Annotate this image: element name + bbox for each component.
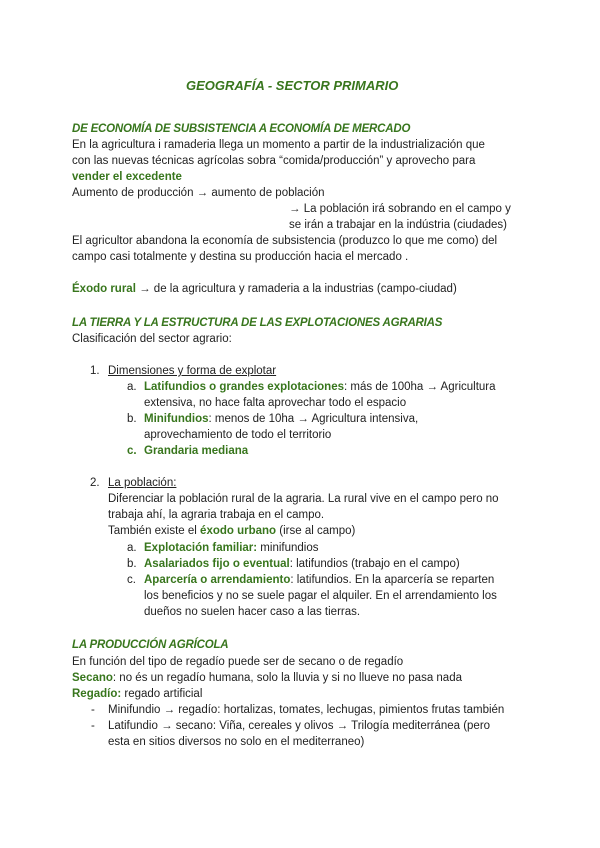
paragraph-line: trabaja ahí, la agraria trabaja en el campo. [108, 509, 325, 521]
highlight-term: Éxodo rural [72, 283, 136, 295]
paragraph-line: Diferenciar la población rural de la agraria. La rural vive en el campo pero no [108, 493, 499, 505]
list-letter: b. [127, 413, 137, 425]
paragraph-line: dueños no suelen hacer caso a las tierras. [144, 606, 361, 618]
text: (irse al campo) [276, 525, 356, 537]
paragraph-line: En la agricultura i ramaderia llega un momento a partir de la industrialización que [72, 139, 485, 151]
paragraph-line: los beneficios y no se suele pagar el alquiler. En el arrendamiento los [144, 590, 497, 602]
text: regado artificial [121, 688, 203, 700]
highlight-term: vender el excedente [72, 171, 182, 183]
list-number: 1. [90, 365, 100, 377]
text: → de la agricultura y ramaderia a la industrias (campo-ciudad) [135, 283, 457, 295]
list-item-label: La población: [108, 477, 177, 489]
paragraph-line: extensiva, no hace falta aprovechar todo el espacio [144, 397, 407, 409]
exodo-rural-line [72, 282, 457, 297]
paragraph-line [108, 524, 355, 539]
paragraph-line: En función del tipo de regadío puede ser de secano o de regadío [72, 656, 404, 668]
text: También existe el [108, 525, 201, 537]
highlight-term: Explotación familiar: [144, 542, 258, 554]
paragraph-line: Aumento de producción → aumento de población [72, 187, 325, 199]
text: : latifundios. En la aparcería se reparten [290, 574, 495, 586]
list-item: Latifundio → secano: Viña, cereales y olivos → Trilogía mediterránea (pero [108, 720, 491, 732]
list-number: 2. [90, 477, 100, 489]
list-letter: b. [127, 558, 137, 570]
paragraph-line: con las nuevas técnicas agrícolas sobra “comida/producción” y aprovecho para [72, 155, 476, 167]
section-heading-tierra: LA TIERRA Y LA ESTRUCTURA DE LAS EXPLOTACIONES AGRARIAS [72, 317, 443, 329]
page-title: GEOGRAFÍA - SECTOR PRIMARIO [186, 78, 399, 93]
list-item: Minifundio → regadío: hortalizas, tomates, lechugas, pimientos frutas también [108, 704, 505, 716]
list-item [144, 541, 318, 556]
list-letter: c. [127, 574, 136, 586]
section-heading-produccion: LA PRODUCCIÓN AGRÍCOLA [72, 639, 229, 651]
paragraph-line: → La población irá sobrando en el campo y [289, 203, 511, 215]
highlight-term: Minifundios [144, 413, 209, 425]
list-item-label: Dimensiones y forma de explotar [108, 365, 277, 377]
list-item [144, 412, 418, 427]
text: : latifundios (trabajo en el campo) [289, 558, 460, 570]
highlight-term: Latifundios o grandes explotaciones [144, 381, 345, 393]
highlight-term: éxodo urbano [200, 525, 277, 537]
paragraph-line: esta en sitios diversos no solo en el mediterraneo) [108, 736, 365, 748]
list-letter: a. [127, 381, 137, 393]
list-letter: a. [127, 542, 137, 554]
paragraph-line: aprovechamiento de todo el territorio [144, 429, 332, 441]
text: minifundios [257, 542, 319, 554]
section-heading-subsistencia: DE ECONOMÍA DE SUBSISTENCIA A ECONOMÍA DE MERCADO [72, 123, 411, 135]
text: : menos de 10ha → Agricultura intensiva, [208, 413, 419, 425]
highlight-term: Secano [72, 672, 113, 684]
text: : más de 100ha → Agricultura [344, 381, 496, 393]
highlight-term: Grandaria mediana [144, 445, 249, 457]
list-item [144, 557, 460, 572]
text: : no és un regadío humana, solo la lluvia y si no llueve no pasa nada [112, 672, 462, 684]
highlight-term: Asalariados fijo o eventual [144, 558, 290, 570]
paragraph-line: Clasificación del sector agrario: [72, 333, 232, 345]
highlight-term: Aparcería o arrendamiento [144, 574, 291, 586]
list-dash: - [91, 704, 95, 716]
list-dash: - [91, 720, 95, 732]
list-letter: c. [127, 445, 137, 457]
highlight-term: Regadío: [72, 688, 122, 700]
paragraph-line: El agricultor abandona la economía de subsistencia (produzco lo que me como) del [72, 235, 498, 247]
paragraph-line [72, 671, 462, 686]
paragraph-line [72, 687, 202, 702]
paragraph-line: se irán a trabajar en la indústria (ciudades) [289, 219, 507, 231]
paragraph-line: campo casi totalmente y destina su producción hacia el mercado . [72, 251, 409, 263]
list-item [144, 380, 496, 395]
list-item [144, 573, 494, 588]
